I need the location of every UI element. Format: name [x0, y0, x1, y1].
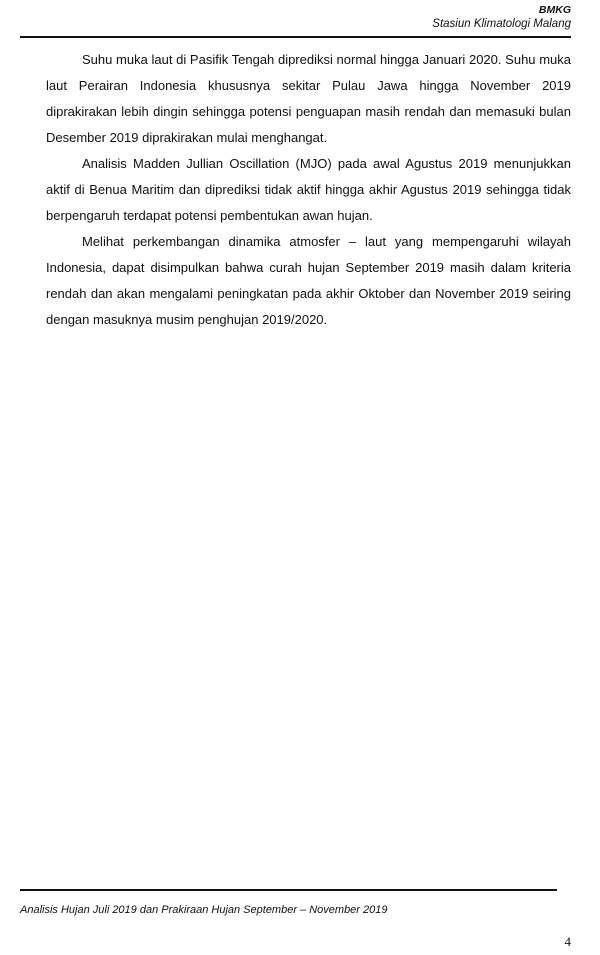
- paragraph-sea-surface-temperature: Suhu muka laut di Pasifik Tengah diprediksi normal hingga Januari 2020. Suhu muka laut Perairan Indonesia khususnya sekitar Pulau Jawa hingga November 2019 diprakirakan lebih dingin sehingga potensi penguapan masih rendah dan memasuki bulan Desember 2019 diprakirakan mulai menghangat.: [46, 52, 571, 145]
- header-divider: [20, 36, 571, 38]
- header-station: Stasiun Klimatologi Malang: [432, 18, 571, 30]
- document-body: [46, 47, 571, 333]
- footer-title: Analisis Hujan Juli 2019 dan Prakiraan Hujan September – November 2019: [20, 904, 388, 916]
- paragraph-mjo-analysis: Analisis Madden Jullian Oscillation (MJO) pada awal Agustus 2019 menunjukkan aktif di Benua Maritim dan diprediksi tidak aktif hingga akhir Agustus 2019 sehingga tidak berpengaruh terdapat potensi pembentukan awan hujan.: [46, 156, 571, 223]
- footer-divider: [20, 889, 557, 891]
- page-number: 4: [564, 934, 571, 949]
- header-organization: BMKG: [538, 4, 571, 16]
- paragraph-conclusion: Melihat perkembangan dinamika atmosfer – laut yang mempengaruhi wilayah Indonesia, dapat disimpulkan bahwa curah hujan September 2019 masih dalam kriteria rendah dan akan mengalami peningkatan pada akhir Oktober dan November 2019 seiring dengan masuknya musim penghujan 2019/2020.: [46, 234, 571, 327]
- page-header: [20, 4, 571, 31]
